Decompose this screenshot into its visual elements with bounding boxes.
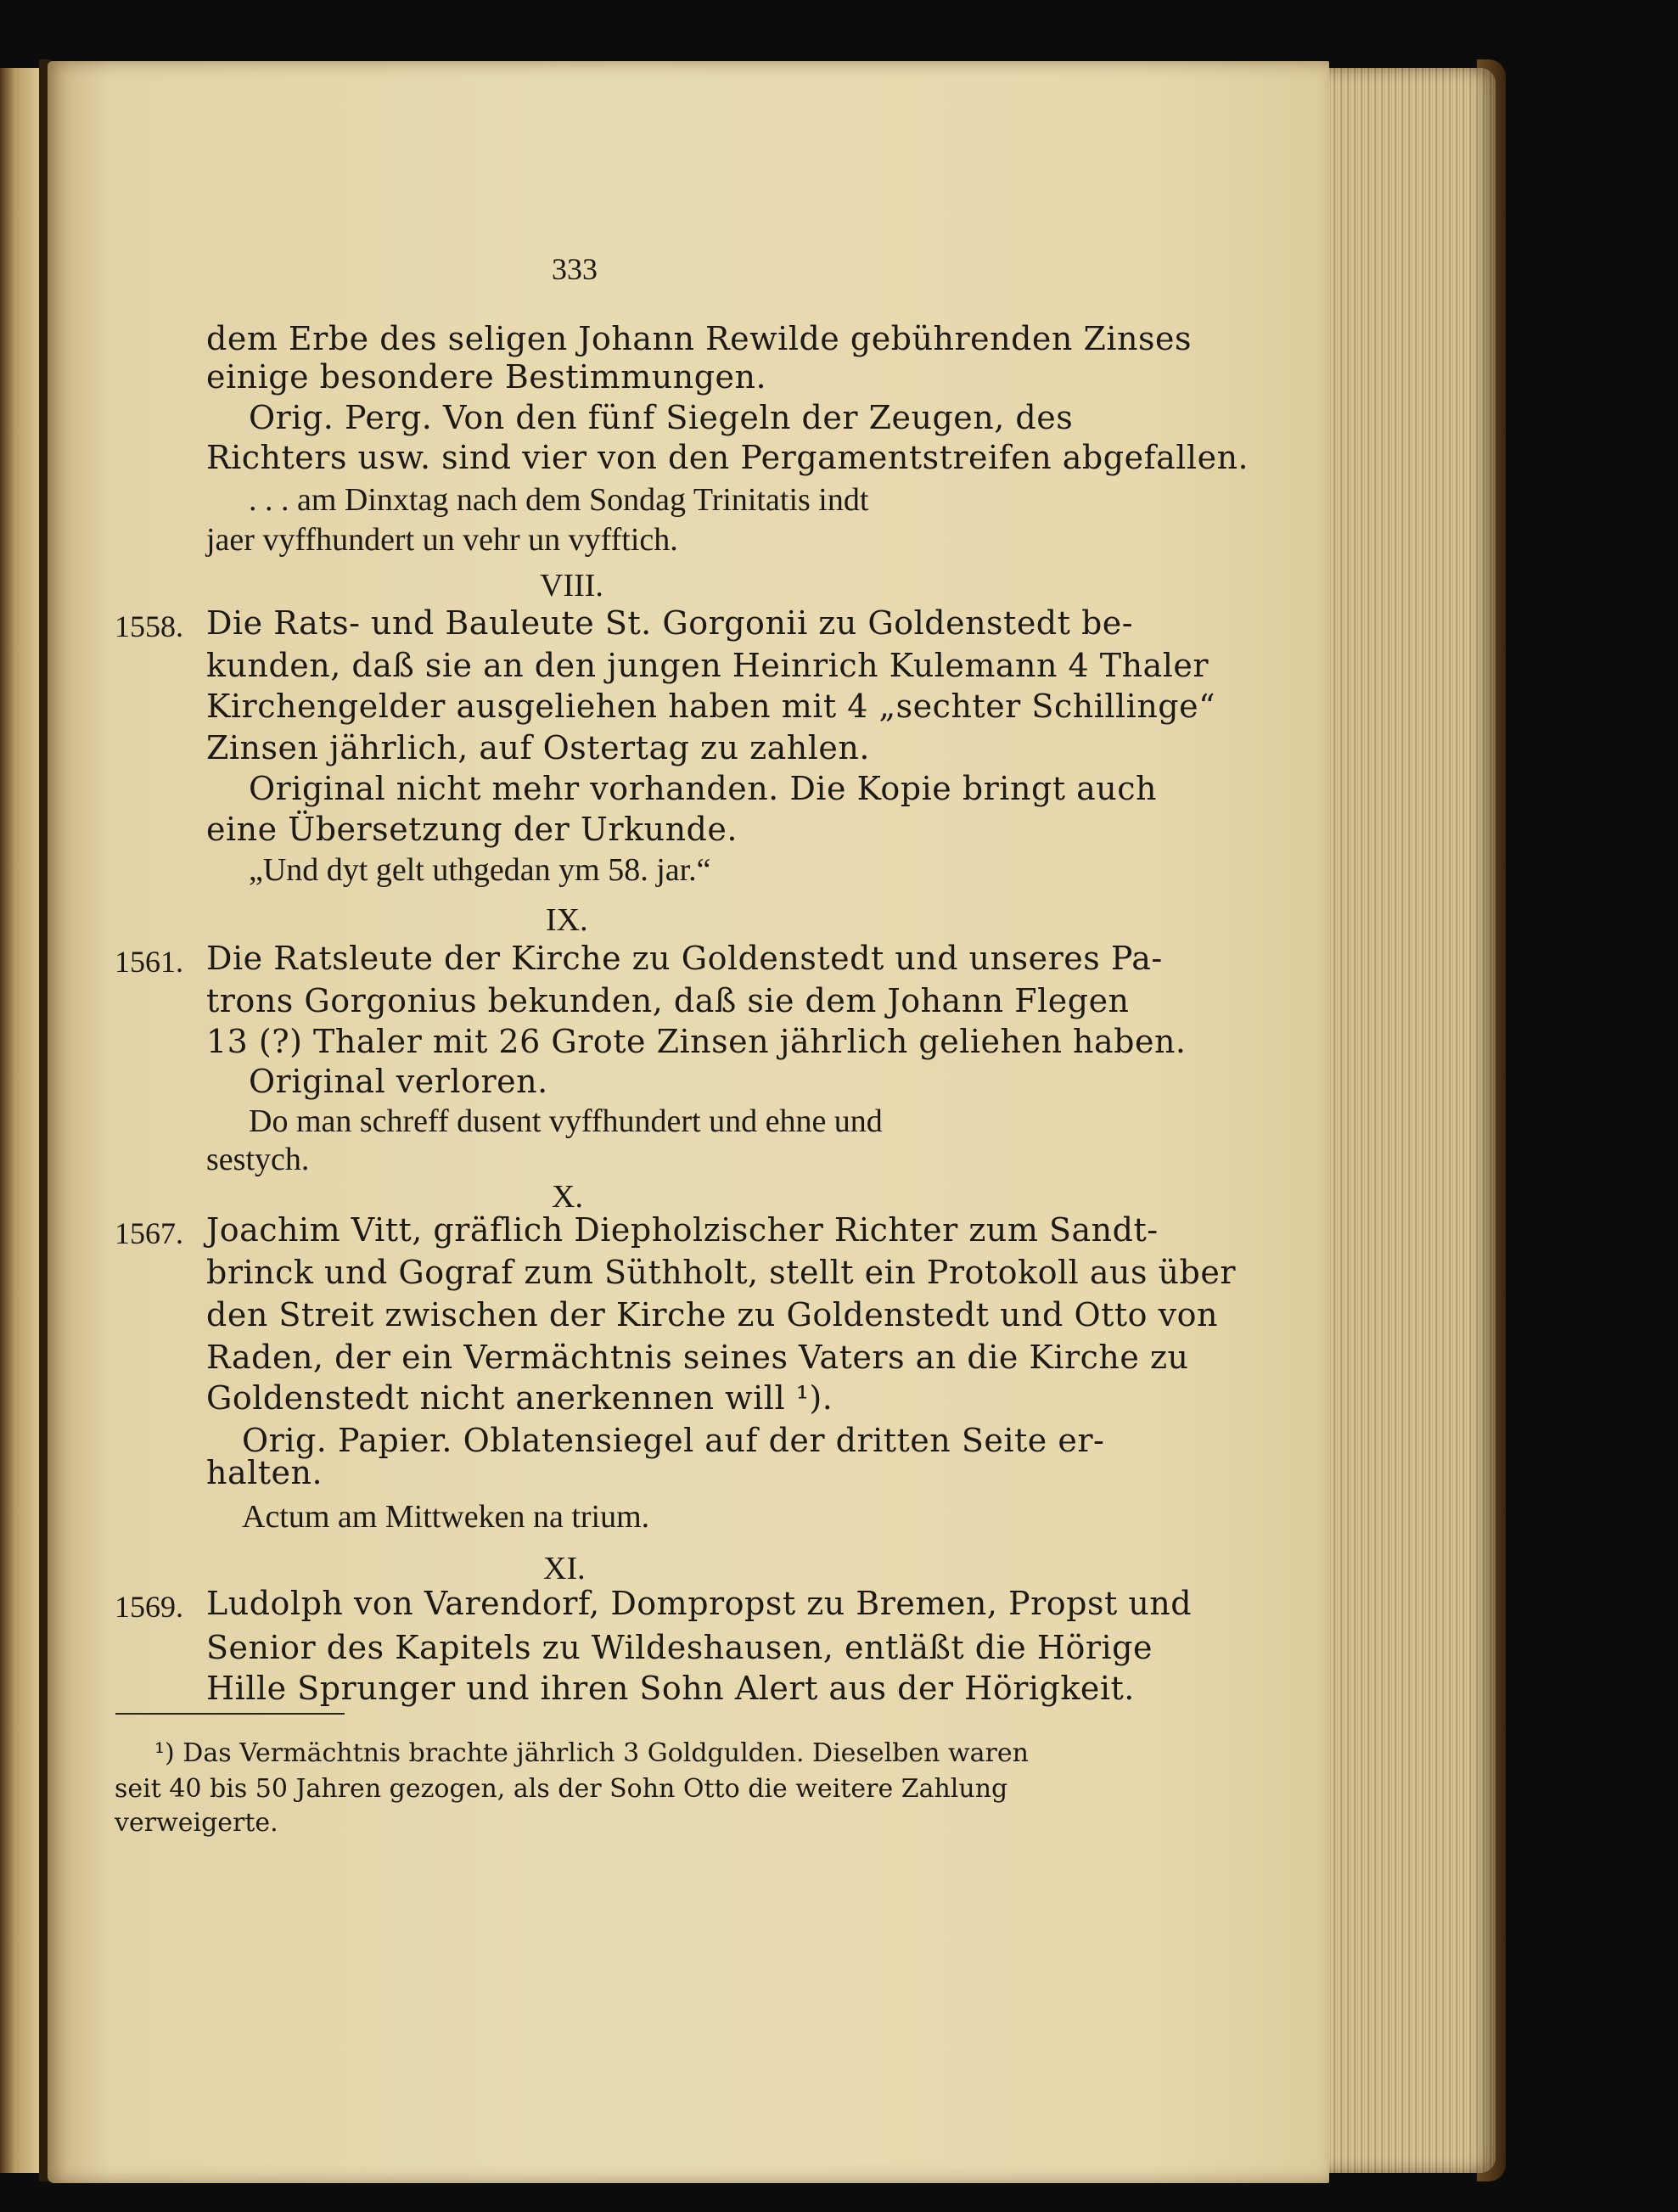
text-line: Richters usw. sind vier von den Pergamentstreifen abgefallen. bbox=[206, 439, 1249, 476]
text-line: Actum am Mittweken na trium. bbox=[242, 1499, 650, 1535]
text-line: eine Übersetzung der Urkunde. bbox=[206, 811, 738, 848]
footnote-rule bbox=[115, 1713, 345, 1715]
text-line: Die Ratsleute der Kirche zu Goldenstedt und unseres Pa- bbox=[206, 940, 1163, 977]
page-number: 333 bbox=[552, 252, 598, 286]
text-line: einige besondere Bestimmungen. bbox=[206, 358, 767, 396]
footnote-line: ¹) Das Vermächtnis brachte jährlich 3 Goldgulden. Dieselben waren bbox=[154, 1738, 1029, 1768]
text-line: Do man schreff dusent vyffhundert und ehne und bbox=[249, 1103, 883, 1139]
text-line: Senior des Kapitels zu Wildeshausen, entläßt die Hörige bbox=[206, 1629, 1153, 1666]
footnote-line: verweigerte. bbox=[115, 1808, 278, 1838]
text-line: dem Erbe des seligen Johann Rewilde gebührenden Zinses bbox=[206, 320, 1192, 357]
text-line: Orig. Papier. Oblatensiegel auf der dritten Seite er- bbox=[242, 1422, 1105, 1459]
text-line: halten. bbox=[206, 1454, 323, 1491]
text-line: „Und dyt gelt uthgedan ym 58. jar.“ bbox=[249, 852, 711, 888]
text-line: Ludolph von Varendorf, Dompropst zu Bremen, Propst und bbox=[206, 1585, 1193, 1622]
text-line: brinck und Gograf zum Süthholt, stellt ein Protokoll aus über bbox=[206, 1254, 1236, 1291]
text-line: Hille Sprunger und ihren Sohn Alert aus der Hörigkeit. bbox=[206, 1670, 1135, 1707]
section-heading: XI. bbox=[543, 1551, 586, 1586]
text-line: den Streit zwischen der Kirche zu Goldenstedt und Otto von bbox=[206, 1296, 1218, 1333]
text-line: Orig. Perg. Von den fünf Siegeln der Zeugen, des bbox=[249, 399, 1074, 436]
section-heading: IX. bbox=[546, 902, 588, 938]
text-line: 13 (?) Thaler mit 26 Grote Zinsen jährlich geliehen haben. bbox=[206, 1023, 1187, 1060]
left-page-edge bbox=[0, 68, 42, 2173]
text-line: Goldenstedt nicht anerkennen will ¹). bbox=[206, 1379, 833, 1417]
text-line: kunden, daß sie an den jungen Heinrich Kulemann 4 Thaler bbox=[206, 647, 1209, 684]
section-heading: VIII. bbox=[540, 568, 603, 604]
text-line: Original nicht mehr vorhanden. Die Kopie bringt auch bbox=[249, 770, 1157, 807]
text-line: jaer vyffhundert un vehr un vyfftich. bbox=[206, 522, 678, 558]
footnote-line: seit 40 bis 50 Jahren gezogen, als der Sohn Otto die weitere Zahlung bbox=[115, 1774, 1008, 1804]
text-line: Joachim Vitt, gräflich Diepholzischer Richter zum Sandt- bbox=[206, 1211, 1159, 1249]
text-line: sestych. bbox=[206, 1142, 310, 1177]
text-line: . . . am Dinxtag nach dem Sondag Trinitatis indt bbox=[249, 482, 869, 518]
text-line: Raden, der ein Vermächtnis seines Vaters an die Kirche zu bbox=[206, 1339, 1189, 1376]
year-label: 1561. bbox=[115, 945, 183, 979]
text-line: Die Rats- und Bauleute St. Gorgonii zu Goldenstedt be- bbox=[206, 604, 1134, 642]
year-label: 1569. bbox=[115, 1590, 183, 1624]
text-line: trons Gorgonius bekunden, daß sie dem Johann Flegen bbox=[206, 982, 1130, 1019]
text-line: Kirchengelder ausgeliehen haben mit 4 „sechter Schillinge“ bbox=[206, 688, 1216, 725]
section-heading: X. bbox=[552, 1179, 583, 1215]
page-edges-stack bbox=[1317, 68, 1496, 2173]
text-line: Original verloren. bbox=[249, 1063, 548, 1100]
text-line: Zinsen jährlich, auf Ostertag zu zahlen. bbox=[206, 729, 870, 766]
year-label: 1558. bbox=[115, 609, 183, 643]
year-label: 1567. bbox=[115, 1216, 183, 1250]
